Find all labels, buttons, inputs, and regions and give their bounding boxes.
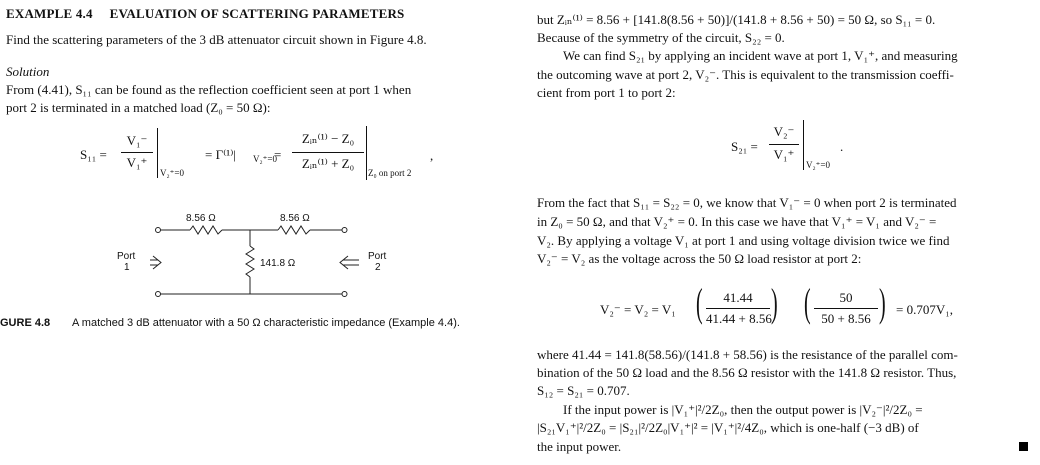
port2-top-terminal [342,228,347,233]
eq-frac1-numerator: V₁⁻ [126,133,148,148]
eq-s11-lhs: S₁₁ = [80,147,107,162]
port1-bottom-terminal [156,292,161,297]
eq-evalbar-1 [157,128,158,178]
eq-frac1-denominator: V₁⁺ [126,155,148,170]
p4-line-1: where 41.44 = 141.8(58.56)/(141.8 + 58.56) is the resistance of the parallel com- [537,347,958,362]
port2-label: Port [368,251,387,262]
p4-line-2: bination of the 50 Ω load and the 8.56 Ω resistor with the 141.8 Ω resistor. Thus, [537,365,957,380]
port1-number: 1 [124,262,130,273]
eq-v2-frac1-bar [706,308,770,309]
eq-frac2-denominator: Zᵢₙ⁽¹⁾ + Z₀ [301,156,355,171]
eq-condition-1: V₂⁺=0 [160,168,184,178]
p1-line-2: Because of the symmetry of the circuit, S₂₂ = 0. [537,30,785,45]
p3-line-1: From the fact that S₁₁ = S₂₂ = 0, we know that V₁⁻ = 0 when port 2 is terminated [537,195,957,210]
port2-number: 2 [375,262,381,273]
eq-s21-condition: V₂⁺=0 [806,160,830,170]
p5-line-3: the input power. [537,439,622,454]
port1-label: Port [117,251,136,262]
p5-line-2: |S₂₁V₁⁺|²/2Z₀ = |S₂₁|²/2Z₀|V₁⁺|² = |V₁⁺|²/4Z₀, which is one-half (−3 dB) of [537,420,919,435]
eq-v2-frac2-bar [814,308,878,309]
eq-s21-denominator: V₁⁺ [773,147,795,162]
eq-gamma: = Γ⁽¹⁾| [205,147,236,162]
eq-v2-paren-open-1: ( [696,280,703,325]
eq-s21-evalbar [803,120,804,170]
figure-label: GURE 4.8 [0,317,51,329]
p4-line-3: S₁₂ = S₂₁ = 0.707. [537,383,630,398]
port1-top-terminal [156,228,161,233]
eq-s21-bar [769,144,799,145]
port1-arrow [150,256,161,269]
eq-v2-paren-close-1: ) [771,280,778,325]
eq-frac2-numerator: Zᵢₙ⁽¹⁾ − Z₀ [301,131,355,146]
eq-evalbar-3 [366,126,367,180]
resistor-r2 [278,226,310,234]
example-number: EXAMPLE 4.4 [6,6,93,21]
example-title: EVALUATION OF SCATTERING PARAMETERS [109,6,405,21]
port2-arrow [340,256,359,269]
p5-line-1: If the input power is |V₁⁺|²/2Z₀, then the output power is |V₂⁻|²/2Z₀ = [563,402,923,417]
r1-label: 8.56 Ω [186,213,216,224]
p2-line-1: We can find S₂₁ by applying an incident wave at port 1, V₁⁺, and measuring [563,48,958,63]
solution-text-line-2: port 2 is terminated in a matched load (Z₀ = 50 Ω): [6,100,271,115]
eq-v2-rhs: = 0.707V₁, [896,302,954,317]
resistor-r3 [246,246,254,277]
eq-v2-frac1-denominator: 41.44 + 8.56 [706,311,772,326]
eq-v2-paren-open-2: ( [804,280,811,325]
eq-equals: = [274,147,282,162]
port2-bottom-terminal [342,292,347,297]
example-heading [6,6,404,22]
eq-v2-frac1-numerator: 41.44 [723,290,753,305]
eq-condition-3: Z₀ on port 2 [368,168,412,178]
p3-line-2: in Z₀ = 50 Ω, and that V₂⁺ = 0. In this case we have that V₁⁺ = V₁ and V₂⁻ = [537,214,937,229]
p2-line-2: the outcoming wave at port 2, V₂⁻. This is equivalent to the transmission coeffi- [537,67,954,82]
eq-s21-numerator: V₂⁻ [773,124,795,139]
p3-line-4: V₂⁻ = V₂ as the voltage across the 50 Ω load resistor at port 2: [537,251,862,266]
eq-condition-2: V₂⁺=0 [253,154,277,164]
eq-s21-lhs: S₂₁ = [731,139,758,154]
eq-v2-paren-close-2: ) [879,280,886,325]
problem-statement: Find the scattering parameters of the 3 dB attenuator circuit shown in Figure 4.8. [6,32,427,47]
p3-line-3: V₂. By applying a voltage V₁ at port 1 and using voltage division twice we find [537,233,950,248]
p2-line-3: cient from port 1 to port 2: [537,85,676,100]
r2-label: 8.56 Ω [280,213,310,224]
p1-line-1: but Zᵢₙ⁽¹⁾ = 8.56 + [141.8(8.56 + 50)]/(141.8 + 8.56 + 50) = 50 Ω, so S₁₁ = 0. [537,12,936,27]
eq-v2-lhs: V₂⁻ = V₂ = V₁ [600,302,676,317]
eq-s21-dot: . [840,139,844,154]
end-of-example-mark [1019,442,1028,451]
resistor-r1 [190,226,222,234]
eq-frac2-bar [292,152,364,153]
r3-label: 141.8 Ω [260,258,296,269]
eq-frac1-bar [121,152,153,153]
solution-text-line-1: From (4.41), S₁₁ can be found as the reflection coefficient seen at port 1 when [6,82,412,97]
solution-label: Solution [6,64,50,79]
figure-caption: A matched 3 dB attenuator with a 50 Ω characteristic impedance (Example 4.4). [72,317,460,329]
eq-v2-frac2-numerator: 50 [839,290,853,305]
eq-comma: , [430,148,434,163]
eq-v2-frac2-denominator: 50 + 8.56 [821,311,871,326]
